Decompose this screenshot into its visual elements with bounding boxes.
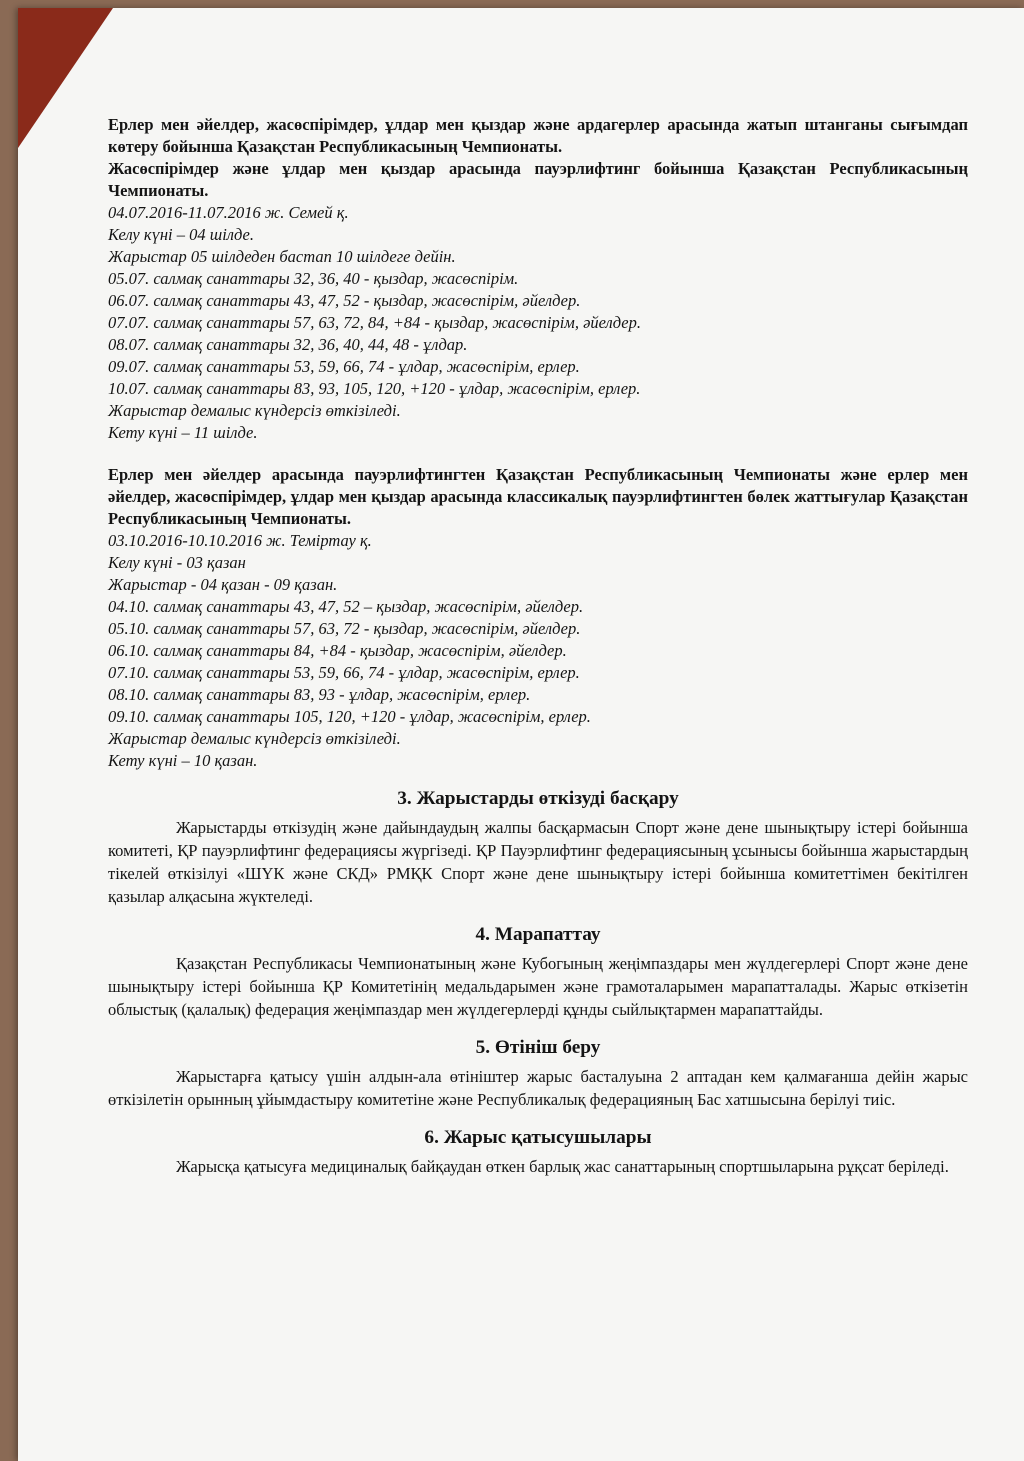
block1-line: 09.07. салмақ санаттары 53, 59, 66, 74 - ұлдар, жасөспірім, ерлер. <box>108 357 580 376</box>
block2-line: Келу күні - 03 қазан <box>108 553 246 572</box>
block1-line: Кету күні – 11 шілде. <box>108 423 258 442</box>
block1-line: 06.07. салмақ санаттары 43, 47, 52 - қыздар, жасөспірім, әйелдер. <box>108 291 581 310</box>
section-title: 3. Жарыстарды өткізуді басқару <box>397 788 679 809</box>
block2-line: 09.10. салмақ санаттары 105, 120, +120 - ұлдар, жасөспірім, ерлер. <box>108 707 591 726</box>
block1-line: Жарыстар демалыс күндерсіз өткізіледі. <box>108 401 401 420</box>
block2-line: 07.10. салмақ санаттары 53, 59, 66, 74 - ұлдар, жасөспірім, ерлер. <box>108 663 580 682</box>
page-corner-fold <box>18 8 113 148</box>
section-title: 4. Марапаттау <box>475 924 601 945</box>
document-page <box>18 8 1024 1461</box>
block2-line: Жарыстар - 04 қазан - 09 қазан. <box>108 575 338 594</box>
document-content <box>108 114 968 1178</box>
block1-line: 05.07. салмақ санаттары 32, 36, 40 - қыздар, жасөспірім. <box>108 269 519 288</box>
section-text: Жарыстарды өткізудің және дайындаудың жалпы басқармасын Спорт және дене шынықтыру істері бойынша комитеті, ҚР пауэрлифтинг федерациясы жүргізеді. ҚР Пауэрлифтинг федерациясының ұсынысы бойынша жарыстардың тікелей өткізілуі «ШҮК және СКД» РМҚК Спорт және дене шынықтыру істері бойынша комитеттімен бекітілген қазылар алқасына жүктеледі. <box>108 818 968 906</box>
block2-heading: Ерлер мен әйелдер арасында пауэрлифтингтен Қазақстан Республикасының Чемпионаты және ерлер мен әйелдер, жасөспірімдер, ұлдар мен қыздар арасында классикалық пауэрлифтингтен бөлек жаттығулар Қазақстан Республикасының Чемпионаты. <box>108 465 968 528</box>
section-text: Жарыстарға қатысу үшін алдын-ала өтініштер жарыс басталуына 2 аптадан кем қалмағанша дейін жарыс өткізілетін орынның ұйымдастыру комитетіне және Республикалық федерацияның Бас хатшысына берілуі тиіс. <box>108 1067 968 1109</box>
block2-line: 04.10. салмақ санаттары 43, 47, 52 – қыздар, жасөспірім, әйелдер. <box>108 597 584 616</box>
block2-line: Кету күні – 10 қазан. <box>108 751 258 770</box>
section-text: Қазақстан Республикасы Чемпионатының және Кубогының жеңімпаздары мен жүлдегерлері Спорт және дене шынықтыру істері бойынша ҚР Комитетінің медальдарымен және грамоталарымен марапатталады. Жарыс өткізетін облыстық (қалалық) федерация жеңімпаздар мен жүлдегерлерді құнды сыйлықтармен марапаттайды. <box>108 954 968 1019</box>
block1-line: 08.07. салмақ санаттары 32, 36, 40, 44, 48 - ұлдар. <box>108 335 468 354</box>
block1-heading-1: Ерлер мен әйелдер, жасөспірімдер, ұлдар мен қыздар және ардагерлер арасында жатып штанганы сығымдап көтеру бойынша Қазақстан Республикасының Чемпионаты. <box>108 115 968 156</box>
block1-line: Келу күні – 04 шілде. <box>108 225 254 244</box>
block1-line: 07.07. салмақ санаттары 57, 63, 72, 84, +84 - қыздар, жасөспірім, әйелдер. <box>108 313 641 332</box>
block2-line: 08.10. салмақ санаттары 83, 93 - ұлдар, жасөспірім, ерлер. <box>108 685 531 704</box>
block2-line: 06.10. салмақ санаттары 84, +84 - қыздар, жасөспірім, әйелдер. <box>108 641 567 660</box>
block1-line: 10.07. салмақ санаттары 83, 93, 105, 120, +120 - ұлдар, жасөспірім, ерлер. <box>108 379 641 398</box>
block1-line: Жарыстар 05 шілдеден бастап 10 шілдеге дейін. <box>108 247 456 266</box>
section-title: 5. Өтініш беру <box>475 1037 601 1058</box>
block2-line: 05.10. салмақ санаттары 57, 63, 72 - қыздар, жасөспірім, әйелдер. <box>108 619 581 638</box>
block2-line: 03.10.2016-10.10.2016 ж. Теміртау қ. <box>108 531 372 550</box>
block2-line: Жарыстар демалыс күндерсіз өткізіледі. <box>108 729 401 748</box>
section-title: 6. Жарыс қатысушылары <box>424 1127 652 1148</box>
section-text: Жарысқа қатысуға медициналық байқаудан өткен барлық жас санаттарының спортшыларына рұқсат беріледі. <box>176 1157 949 1176</box>
block1-line: 04.07.2016-11.07.2016 ж. Семей қ. <box>108 203 349 222</box>
spacer <box>108 444 968 464</box>
block1-heading-2: Жасөспірімдер және ұлдар мен қыздар арасында пауэрлифтинг бойынша Қазақстан Республикасының Чемпионаты. <box>108 159 968 200</box>
